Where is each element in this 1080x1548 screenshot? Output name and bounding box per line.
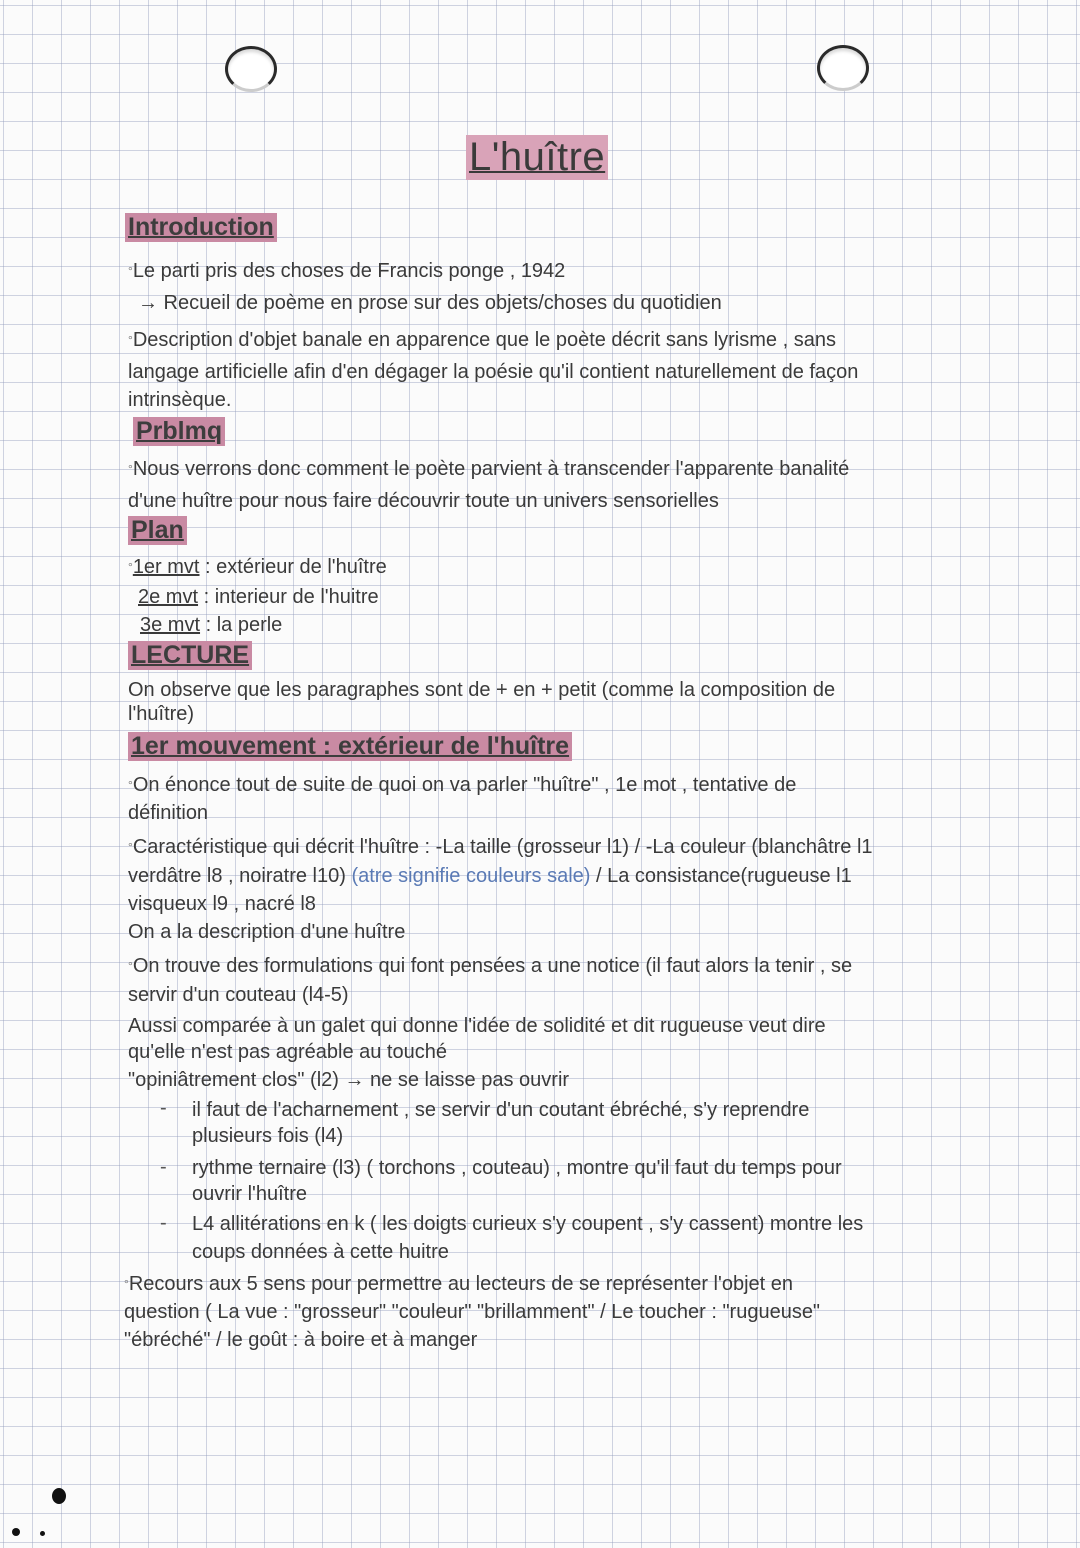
intro-line-3: °Description d'objet banale en apparence que le poète décrit sans lyrisme , sans bbox=[128, 329, 836, 351]
intro-line-1: °Le parti pris des choses de Francis ponge , 1942 bbox=[128, 260, 566, 282]
mvt1-p4-line-3: "ébréché" / le goût : à boire et à manger bbox=[124, 1329, 478, 1351]
heading-introduction: Introduction bbox=[125, 213, 277, 242]
heading-plan: Plan bbox=[128, 516, 187, 545]
mvt1-p4-line-2: question ( La vue : "grosseur" "couleur" "brillamment" / Le toucher : "rugueuse" bbox=[124, 1301, 821, 1323]
punch-hole-left bbox=[225, 46, 277, 92]
bullet-dash: - bbox=[160, 1212, 167, 1234]
bullet-1-line-2: plusieurs fois (l4) bbox=[192, 1125, 344, 1147]
mvt1-p3-line-5: "opiniâtrement clos" (l2) → ne se laisse pas ouvrir bbox=[128, 1069, 570, 1091]
heading-problematique: Prblmq bbox=[133, 417, 225, 446]
mvt1-p2-line-2a: verdâtre l8 , noiratre l10) bbox=[128, 865, 346, 887]
mvt1-p1-line-2: définition bbox=[128, 802, 209, 824]
plan-item-2-text: interieur de l'huitre bbox=[214, 586, 379, 608]
mvt1-p3-line-4: qu'elle n'est pas agréable au touché bbox=[128, 1041, 447, 1063]
lecture-line-2: l'huître) bbox=[128, 703, 195, 725]
mvt1-p2-line-2b: / La consistance(rugueuse l1 bbox=[596, 865, 852, 887]
ink-dot bbox=[52, 1488, 66, 1504]
bullet-3-line-1: L4 allitérations en k ( les doigts curieux s'y coupent , s'y cassent) montre les bbox=[192, 1213, 864, 1235]
mvt1-p2-line-4: On a la description d'une huître bbox=[128, 921, 406, 943]
plan-item-3: 3e mvt : la perle bbox=[140, 614, 283, 636]
bullet-dash: - bbox=[160, 1156, 167, 1178]
plan-item-1: °1er mvt : extérieur de l'huître bbox=[128, 556, 387, 578]
plan-item-2-label: 2e mvt bbox=[138, 586, 199, 608]
mvt1-p3-line-1-text: On trouve des formulations qui font pensées a une notice (il faut alors la tenir , se bbox=[132, 955, 853, 977]
prob-line-1: °Nous verrons donc comment le poète parvient à transcender l'apparente banalité bbox=[128, 458, 850, 480]
bullet-1-line-1: il faut de l'acharnement , se servir d'un coutant ébréché, s'y reprendre bbox=[192, 1099, 810, 1121]
bullet-2-line-1: rythme ternaire (l3) ( torchons , couteau) , montre qu'il faut du temps pour bbox=[192, 1157, 842, 1179]
intro-line-5: intrinsèque. bbox=[128, 389, 232, 411]
mvt1-p1-line-1-text: On énonce tout de suite de quoi on va parler "huître" , 1e mot , tentative de bbox=[132, 774, 797, 796]
plan-item-2: 2e mvt : interieur de l'huitre bbox=[138, 586, 379, 608]
plan-item-3-label: 3e mvt bbox=[140, 614, 201, 636]
intro-line-1-text: Le parti pris des choses de Francis ponge bbox=[132, 260, 505, 282]
mvt1-p4-line-1: °Recours aux 5 sens pour permettre au lecteurs de se représenter l'objet en bbox=[124, 1273, 793, 1295]
mvt1-p2-line-1: °Caractéristique qui décrit l'huître : -La taille (grosseur l1) / -La couleur (blanchâtre l1 bbox=[128, 836, 873, 858]
plan-item-1-text: extérieur de l'huître bbox=[216, 556, 387, 578]
bullet-dash: - bbox=[160, 1097, 167, 1119]
punch-hole-right bbox=[817, 45, 869, 91]
mvt1-p2-line-1-text: Caractéristique qui décrit l'huître : -La taille (grosseur l1) / -La couleur (blanchâtre l1 bbox=[132, 836, 873, 858]
mvt1-p2-line-3: visqueux l9 , nacré l8 bbox=[128, 893, 316, 915]
mvt1-p2-line-2 bbox=[128, 862, 852, 891]
intro-line-3-text: Description d'objet banale en apparence que le poète décrit sans lyrisme , sans bbox=[132, 329, 836, 351]
bullet-2-line-2: ouvrir l'huître bbox=[192, 1183, 307, 1205]
mvt1-p1-line-1: °On énonce tout de suite de quoi on va parler "huître" , 1e mot , tentative de bbox=[128, 774, 797, 796]
mvt1-p3-line-1: °On trouve des formulations qui font pensées a une notice (il faut alors la tenir , se bbox=[128, 955, 853, 977]
mvt1-p4-line-1-text: Recours aux 5 sens pour permettre au lecteurs de se représenter l'objet en bbox=[128, 1273, 793, 1295]
lecture-line-1: On observe que les paragraphes sont de + en + petit (comme la composition de bbox=[128, 679, 836, 701]
heading-mouvement-1: 1er mouvement : extérieur de l'huître bbox=[128, 732, 572, 761]
mvt1-blue-note: (atre signifie couleurs sale) bbox=[351, 865, 591, 887]
page-title: L'huître bbox=[466, 135, 608, 180]
mvt1-p3-line-3: Aussi comparée à un galet qui donne l'idée de solidité et dit rugueuse veut dire bbox=[128, 1015, 826, 1037]
mvt1-p3-line-2: servir d'un couteau (l4-5) bbox=[128, 984, 349, 1006]
heading-lecture: LECTURE bbox=[128, 641, 252, 670]
plan-item-1-label: 1er mvt bbox=[132, 556, 200, 578]
ink-dot bbox=[12, 1528, 20, 1536]
plan-item-3-text: la perle bbox=[216, 614, 283, 636]
ink-dot bbox=[40, 1531, 45, 1536]
bullet-3-line-2: coups données à cette huitre bbox=[192, 1241, 449, 1263]
intro-line-4: langage artificielle afin d'en dégager la poésie qu'il contient naturellement de façon bbox=[128, 361, 859, 383]
intro-line-2: → Recueil de poème en prose sur des objets/choses du quotidien bbox=[138, 292, 722, 314]
intro-year: 1942 bbox=[520, 260, 566, 282]
prob-line-2: d'une huître pour nous faire découvrir toute un univers sensorielles bbox=[128, 490, 719, 512]
prob-line-1-text: Nous verrons donc comment le poète parvient à transcender l'apparente banalité bbox=[132, 458, 850, 480]
